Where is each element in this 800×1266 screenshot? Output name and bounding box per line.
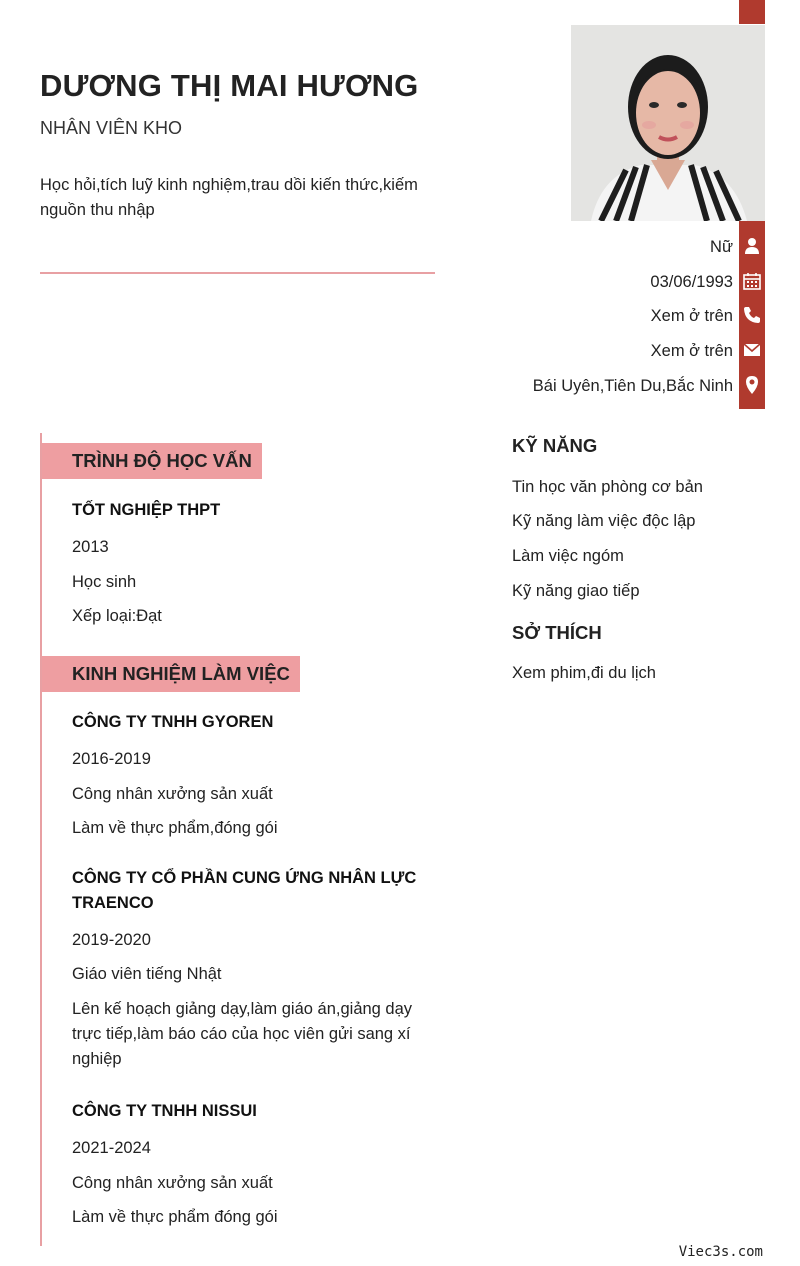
job-period: 2021-2024: [72, 1139, 151, 1157]
education-major: Học sinh: [72, 573, 137, 591]
education-year: 2013: [72, 538, 109, 556]
job-title: Giáo viên tiếng Nhật: [72, 965, 222, 983]
hobbies-heading: SỞ THÍCH: [512, 622, 602, 643]
hobby-item: Xem phim,đi du lịch: [512, 664, 656, 682]
profile-photo: [571, 25, 765, 221]
skills-heading: KỸ NĂNG: [512, 435, 598, 456]
job-company: CÔNG TY TNHH NISSUI: [72, 1102, 257, 1120]
email-icon: [742, 340, 762, 360]
skill-item: Kỹ năng giao tiếp: [512, 582, 640, 600]
gender-value: Nữ: [710, 238, 733, 256]
watermark: Viec3s.com: [678, 1244, 763, 1260]
phone-value: Xem ở trên: [650, 307, 733, 325]
person-icon: [742, 236, 762, 256]
job-title: Công nhân xưởng sản xuất: [72, 785, 273, 803]
location-icon: [742, 375, 762, 395]
skill-item: Làm việc ngóm: [512, 547, 624, 565]
timeline-line: [40, 433, 42, 1246]
education-heading: TRÌNH ĐỘ HỌC VẤN: [42, 443, 262, 479]
job-company: CÔNG TY TNHH GYOREN: [72, 713, 274, 731]
job-description: Lên kế hoạch giảng dạy,làm giáo án,giảng dạy trực tiếp,làm báo cáo của học viên gửi sang xí nghiệp: [72, 1000, 413, 1068]
header-divider: [40, 272, 435, 274]
job-period: 2016-2019: [72, 750, 151, 768]
top-accent-bar: [739, 0, 765, 24]
experience-heading: KINH NGHIỆM LÀM VIỆC: [42, 656, 300, 692]
email-value: Xem ở trên: [650, 342, 733, 360]
job-position: NHÂN VIÊN KHO: [40, 118, 183, 138]
job-title: Công nhân xưởng sản xuất: [72, 1174, 273, 1192]
skill-item: Tin học văn phòng cơ bản: [512, 478, 703, 496]
skill-item: Kỹ năng làm việc độc lập: [512, 512, 696, 530]
job-description: Làm về thực phẩm,đóng gói: [72, 819, 278, 837]
job-company: CÔNG TY CỔ PHẦN CUNG ỨNG NHÂN LỰC TRAENCO: [72, 869, 417, 912]
phone-icon: [742, 305, 762, 325]
job-description: Làm về thực phẩm đóng gói: [72, 1208, 278, 1226]
education-school: TỐT NGHIỆP THPT: [72, 501, 221, 519]
education-grade: Xếp loại:Đạt: [72, 607, 162, 625]
birthday-value: 03/06/1993: [650, 273, 733, 291]
address-value: Bái Uyên,Tiên Du,Bắc Ninh: [532, 377, 733, 395]
job-period: 2019-2020: [72, 931, 151, 949]
candidate-name: DƯƠNG THỊ MAI HƯƠNG: [40, 68, 419, 103]
calendar-icon: [742, 271, 762, 291]
career-objective: Học hỏi,tích luỹ kinh nghiệm,trau dồi kiến thức,kiếm nguồn thu nhập: [40, 176, 418, 219]
